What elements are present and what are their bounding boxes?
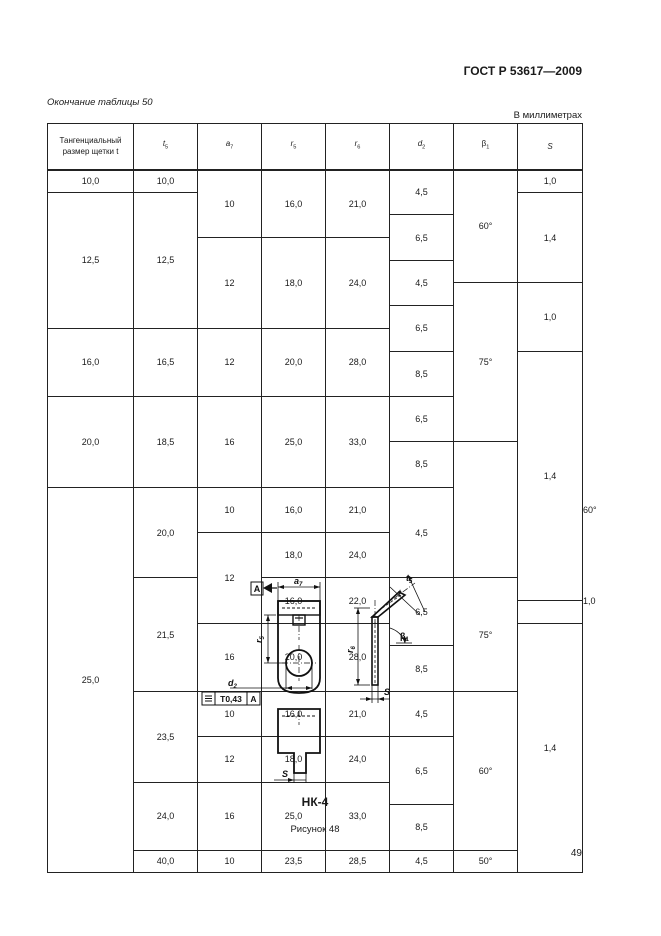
front-view — [278, 601, 320, 693]
cell-r6: 28,5 — [326, 850, 390, 873]
cell-d2: 4,5 — [390, 691, 454, 736]
standard-designation: ГОСТ Р 53617—2009 — [463, 64, 582, 78]
cell-r5: 18,0 — [262, 238, 326, 329]
cell-r6: 24,0 — [326, 238, 390, 329]
col-header-r5: $r_5$ — [262, 124, 326, 170]
datum-flag — [251, 582, 277, 595]
cell-t5: 18,5 — [134, 396, 198, 487]
svg-text:T0,43: T0,43 — [220, 694, 242, 704]
col-header-beta1: $\beta_1$ — [454, 124, 518, 170]
cell-d2: 8,5 — [390, 351, 454, 396]
svg-text:r6: $r_6$ — [345, 646, 357, 653]
table-row — [48, 170, 583, 193]
col-header-s: S — [518, 124, 583, 170]
cell-r6: 33,0 — [326, 396, 390, 487]
cell-r6: 24,0 — [326, 533, 390, 578]
cell-t5: 16,5 — [134, 328, 198, 396]
svg-text:S: S — [282, 769, 289, 779]
svg-text:A: A — [253, 584, 261, 594]
cell-beta1: 60° — [454, 170, 518, 283]
cell-beta1: 75° — [454, 578, 518, 691]
cell-a7: 16 — [198, 623, 262, 691]
col-header-tangential: Тангенциальный размер щетки t — [48, 124, 134, 170]
cell-t5: 24,0 — [134, 782, 198, 850]
cell-r5: 18,0 — [262, 533, 326, 578]
dimension-a7 — [278, 576, 320, 601]
cell-tangential: 25,0 — [48, 487, 134, 873]
svg-text:t5: $t_5$ — [406, 573, 413, 585]
cell-a7: 10 — [198, 170, 262, 238]
cell-d2: 6,5 — [390, 737, 454, 805]
svg-text:A: A — [250, 694, 257, 704]
cell-r6: 28,0 — [326, 623, 390, 691]
cell-s: 1,4 — [518, 351, 583, 601]
cell-t5: 23,5 — [134, 691, 198, 782]
cell-d2: 8,5 — [390, 442, 454, 487]
cell-a7: 10 — [198, 850, 262, 873]
cell-s: 1,0 — [518, 170, 583, 193]
svg-text:r5: $r_5$ — [254, 636, 266, 643]
cell-d2: 4,5 — [390, 260, 454, 305]
cell-tangential: 16,0 — [48, 328, 134, 396]
cell-r5: 20,0 — [262, 623, 326, 691]
table-header-row — [48, 124, 583, 170]
cell-d2: 6,5 — [390, 306, 454, 351]
cell-r5: 23,5 — [262, 850, 326, 873]
cell-r6: 28,0 — [326, 328, 390, 396]
cell-a7: 16 — [198, 396, 262, 487]
cell-a7: 12 — [198, 328, 262, 396]
cell-s: 1,4 — [518, 623, 583, 873]
cell-t5: 20,0 — [134, 487, 198, 578]
svg-text:a7: $a_7$ — [294, 576, 303, 588]
cell-r6: 24,0 — [326, 737, 390, 782]
cell-r5: 16,0 — [262, 691, 326, 736]
side-view — [372, 583, 415, 685]
cell-r5: 25,0 — [262, 782, 326, 850]
dimension-t5 — [390, 573, 425, 615]
svg-text:d2: $d_2$ — [228, 678, 237, 690]
cell-t5: 10,0 — [134, 170, 198, 193]
svg-text:t: t — [398, 588, 401, 598]
cell-r6: 21,0 — [326, 170, 390, 238]
page-number: 49 — [570, 848, 582, 859]
cell-r6: 21,0 — [326, 487, 390, 532]
cell-beta1: 50° — [454, 850, 518, 873]
cell-r5: 16,0 — [262, 487, 326, 532]
angle-beta1 — [390, 628, 412, 643]
cell-a7: 12 — [198, 533, 262, 624]
dimension-r6 — [345, 608, 370, 685]
col-header-a7: $a_7$ — [198, 124, 262, 170]
cell-r5: 18,0 — [262, 737, 326, 782]
cell-s: 1,0 — [518, 283, 583, 351]
cell-r6: 22,0 — [326, 578, 390, 623]
svg-text:β1: $\beta_1$ — [400, 631, 409, 643]
cell-a7: 12 — [198, 238, 262, 329]
col-header-r6: $r_6$ — [326, 124, 390, 170]
dimension-r5 — [254, 615, 286, 663]
brush-holder-drawing — [190, 565, 450, 790]
cell-a7: 16 — [198, 782, 262, 850]
cell-tangential: 10,0 — [48, 170, 134, 193]
cell-d2: 8,5 — [390, 805, 454, 850]
cell-d2: 6,5 — [390, 578, 454, 646]
svg-text:S: S — [384, 687, 391, 697]
table-caption: Окончание таблицы 50 — [47, 97, 153, 108]
cell-r5: 20,0 — [262, 328, 326, 396]
dimension-s — [360, 685, 390, 703]
figure-caption: Рисунок 48 — [290, 824, 340, 835]
cell-tangential: 20,0 — [48, 396, 134, 487]
cell-t5: 12,5 — [134, 192, 198, 328]
cell-t5: 40,0 — [134, 850, 198, 873]
cell-r5: 16,0 — [262, 578, 326, 623]
cell-a7: 12 — [198, 737, 262, 782]
cell-tangential: 12,5 — [48, 192, 134, 328]
table-row: 60° — [583, 504, 597, 515]
bottom-view — [274, 709, 320, 783]
cell-d2: 6,5 — [390, 215, 454, 260]
cell-a7: 10 — [198, 487, 262, 532]
cell-r5: 25,0 — [262, 396, 326, 487]
cell-d2: 8,5 — [390, 646, 454, 691]
cell-d2: 6,5 — [390, 396, 454, 441]
table-units: В миллиметрах — [513, 110, 582, 121]
cell-d2: 4,5 — [390, 850, 454, 873]
cell-r5: 16,0 — [262, 170, 326, 238]
cell-beta1: 75° — [454, 283, 518, 442]
cell-d2: 4,5 — [390, 170, 454, 215]
table-row: 21,5 16,0 22,0 6,5 75° 1,0 — [48, 578, 583, 601]
col-header-d2: $d_2$ — [390, 124, 454, 170]
cell-s: 1,4 — [518, 192, 583, 283]
col-header-t5: $t_5$ — [134, 124, 198, 170]
figure-name: НК-4 — [301, 795, 329, 809]
cell-t5: 21,5 — [134, 578, 198, 691]
cell-beta1: 60° — [454, 691, 518, 850]
cell-d2: 4,5 — [390, 487, 454, 578]
table-row — [48, 487, 583, 510]
cell-r6: 21,0 — [326, 691, 390, 736]
tolerance-frame — [202, 692, 260, 705]
cell-r6: 33,0 — [326, 782, 390, 850]
cell-a7: 10 — [198, 691, 262, 736]
